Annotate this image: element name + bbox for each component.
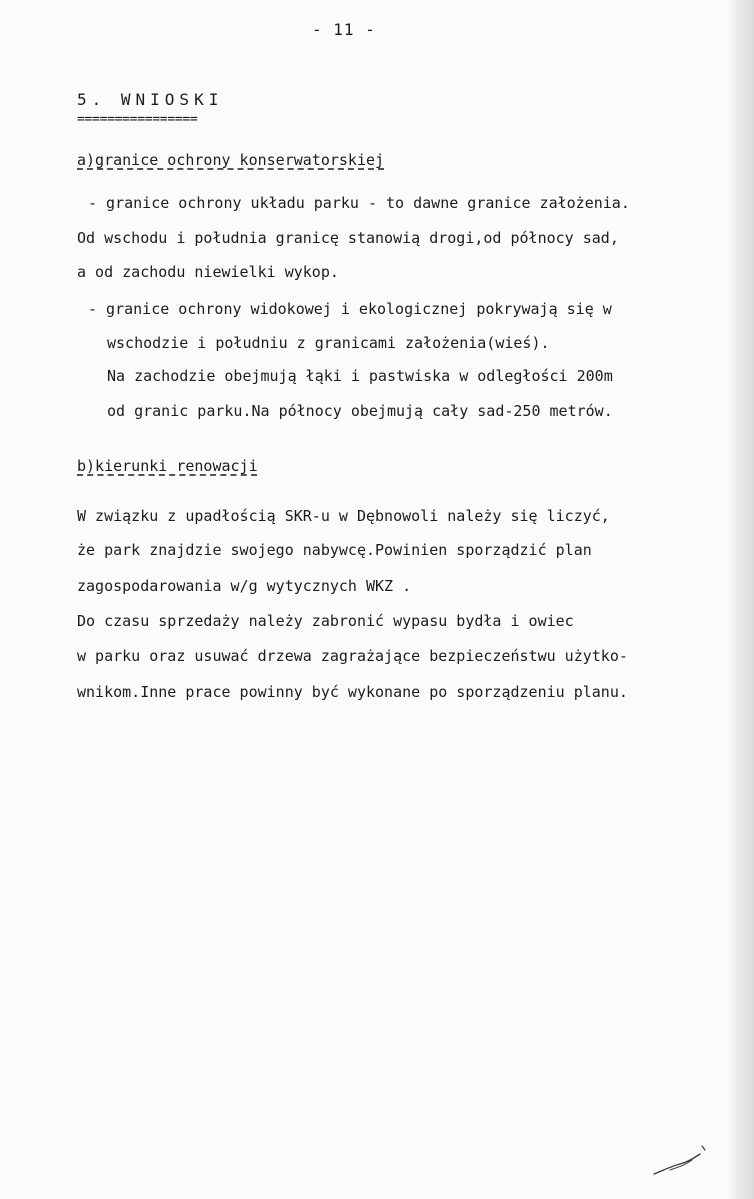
section-a-line: Na zachodzie obejmują łąki i pastwiska w odległości 200m: [107, 367, 613, 385]
section-a-line: Od wschodu i południa granicę stanowią drogi,od północy sad,: [77, 229, 619, 247]
chapter-heading: 5. WNIOSKI: [77, 90, 224, 109]
page-number: - 11 -: [312, 20, 376, 39]
section-b-line: w parku oraz usuwać drzewa zagrażające bezpieczeństwu użytko-: [77, 647, 628, 665]
section-a-line: wschodzie i południu z granicami założenia(wieś).: [107, 334, 550, 352]
section-b-line: wnikom.Inne prace powinny być wykonane po sporządzeniu planu.: [77, 683, 628, 701]
section-a-line: - granice ochrony układu parku - to dawne granice założenia.: [88, 194, 630, 212]
heading-underline-rule: ================: [77, 112, 198, 127]
section-b-line: zagospodarowania w/g wytycznych WKZ .: [77, 577, 412, 595]
section-b-line: że park znajdzie swojego nabywcę.Powinien sporządzić plan: [77, 541, 592, 559]
section-b-line: Do czasu sprzedaży należy zabronić wypasu bydła i owiec: [77, 612, 574, 630]
section-b-line: W związku z upadłością SKR-u w Dębnowoli należy się liczyć,: [77, 507, 610, 525]
pen-mark-scribble: [650, 1140, 710, 1180]
section-a-line: a od zachodu niewielki wykop.: [77, 263, 339, 281]
page-edge-shadow: [728, 0, 754, 1199]
section-a-line: od granic parku.Na północy obejmują cały sad-250 metrów.: [107, 402, 613, 420]
section-a-title: a)granice ochrony konserwatorskiej: [77, 151, 385, 169]
section-a-line: - granice ochrony widokowej i ekologicznej pokrywają się w: [88, 300, 612, 318]
section-b-title: b)kierunki renowacji: [77, 457, 258, 475]
